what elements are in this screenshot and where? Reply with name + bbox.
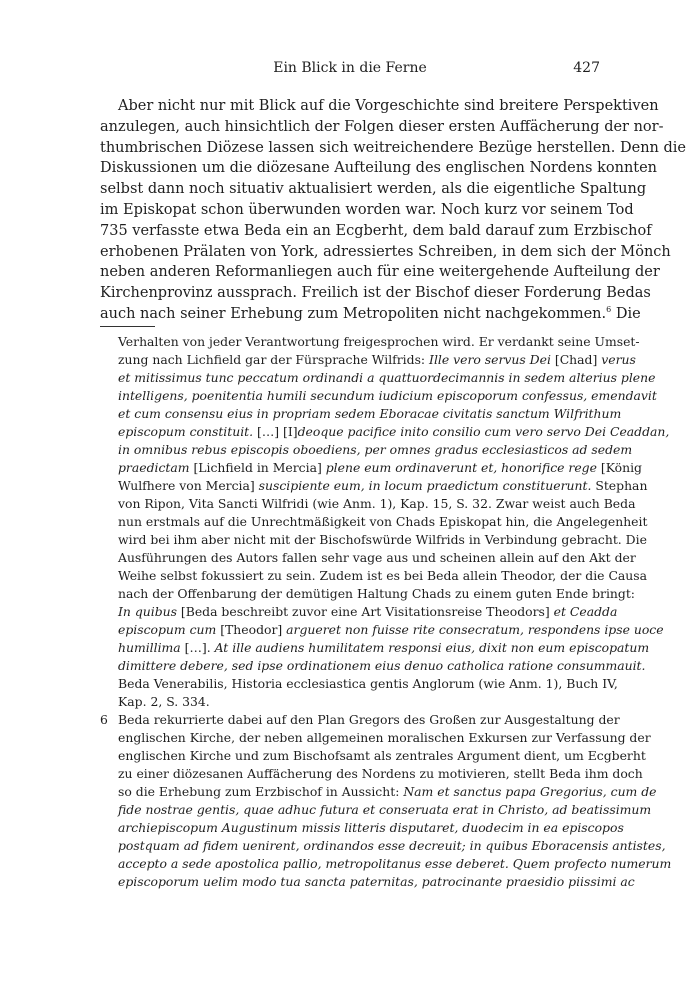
footnote-line: fide nostrae gentis, quae adhuc futura et conseruata erat in Christo, ad beatissimum bbox=[118, 802, 652, 817]
footnote-line: nach der Offenbarung der demütigen Haltung Chads zu einem guten Ende bringt: bbox=[118, 586, 635, 601]
text-line: thumbrischen Diözese lassen sich weitreichendere Bezüge herstellen. Denn die bbox=[100, 139, 686, 156]
footnote-line: humillima […]. At ille audiens humilitatem responsi eius, dixit non eum episcopatum bbox=[118, 640, 650, 655]
text-line: anzulegen, auch hinsichtlich der Folgen dieser ersten Auffächerung der nor- bbox=[100, 118, 664, 135]
footnote-line: Weihe selbst fokussiert zu sein. Zudem ist es bei Beda allein Theodor, der die Causa bbox=[118, 568, 648, 583]
running-header bbox=[100, 60, 600, 80]
footnote-line: 6 Beda rekurrierte dabei auf den Plan Gregors des Großen zur Ausgestaltung der bbox=[100, 712, 620, 727]
footnote-line: Wulfhere von Mercia] suscipiente eum, in locum praedictum constituerunt. Stephan bbox=[118, 478, 648, 493]
footnote-line: archiepiscopum Augustinum missis litteris disputaret, duodecim in ea episcopos bbox=[118, 820, 624, 835]
footnote-line: Ausführungen des Autors fallen sehr vage aus und scheinen allein auf den Akt der bbox=[118, 550, 636, 565]
text-line: auch nach seiner Erhebung zum Metropoliten nicht nachgekommen.$^6$ Die bbox=[100, 305, 641, 322]
text-line: 735 verfasste etwa Beda ein an Ecgberht, dem bald darauf zum Erzbischof bbox=[100, 222, 652, 239]
text-line: Kirchenprovinz aussprach. Freilich ist der Bischof dieser Forderung Bedas bbox=[100, 285, 651, 302]
footnote-line: intelligens, poenitentia humili secundum iudicium episcoporum confessus, emendavit bbox=[118, 388, 657, 403]
text-line: selbst dann noch situativ aktualisiert werden, als die eigentliche Spaltung bbox=[100, 181, 647, 198]
footnote-line: accepto a sede apostolica pallio, metropolitanus esse deberet. Quem profecto numerum bbox=[118, 856, 672, 871]
footnote-line: et mitissimus tunc peccatum ordinandi a quattuordecimannis in sedem alterius plene bbox=[118, 370, 656, 385]
running-title: Ein Blick in die Ferne bbox=[273, 60, 427, 76]
footnote-line: postquam ad fidem uenirent, ordinandos esse decreuit; in quibus Eboracensis antistes, bbox=[118, 838, 666, 853]
text-line: erhobenen Prälaten von York, adressiertes Schreiben, in dem sich der Mönch bbox=[100, 243, 671, 260]
footnote-line: In quibus [Beda beschreibt zuvor eine Art Visitationsreise Theodors] et Ceadda bbox=[118, 604, 618, 619]
footnote-line: von Ripon, Vita Sancti Wilfridi (wie Anm. 1), Kap. 15, S. 32. Zwar weist auch Beda bbox=[118, 496, 636, 511]
footnote-line: zung nach Lichfield gar der Fürsprache Wilfrids: Ille vero servus Dei [Chad] verus bbox=[118, 352, 636, 367]
footnote-line: wird bei ihm aber nicht mit der Bischofswürde Wilfrids in Verbindung gebracht. Die bbox=[118, 532, 647, 547]
footnote-line: englischen Kirche und zum Bischofsamt als zentrales Argument dient, um Ecgberht bbox=[118, 748, 646, 763]
footnote-line: nun erstmals auf die Unrechtmäßigkeit von Chads Episkopat hin, die Angelegenheit bbox=[118, 514, 648, 529]
footnote-line: Beda Venerabilis, Historia ecclesiastica gentis Anglorum (wie Anm. 1), Buch IV, bbox=[118, 676, 618, 691]
footnote-ref-6[interactable]: 6 bbox=[606, 305, 612, 315]
footnote-line: praedictam [Lichfield in Mercia] plene eum ordinaverunt et, honorifice rege [König bbox=[118, 460, 642, 475]
text-line: Diskussionen um die diözesane Aufteilung des englischen Nordens konnten bbox=[100, 160, 658, 177]
footnote-line: so die Erhebung zum Erzbischof in Aussicht: Nam et sanctus papa Gregorius, cum de bbox=[118, 784, 657, 799]
footnotes bbox=[100, 333, 672, 891]
footnote-line: episcopum constituit. […] [I]deoque pacifice inito consilio cum vero servo Dei Ceaddan, bbox=[118, 424, 670, 439]
footnote-line: episcopum cum [Theodor] argueret non fuisse rite consecratum, respondens ipse uoce bbox=[118, 622, 664, 637]
text-line: im Episkopat schon überwunden worden war. Noch kurz vor seinem Tod bbox=[100, 201, 634, 218]
footnote-divider bbox=[100, 326, 155, 327]
footnote-line: Kap. 2, S. 334. bbox=[118, 694, 210, 709]
text-line: neben anderen Reformanliegen auch für eine weitergehende Aufteilung der bbox=[100, 264, 660, 281]
footnote-line: episcoporum uelim modo tua sancta paternitas, patrocinante praesidio piissimi ac bbox=[118, 874, 635, 889]
footnote-line: dimittere debere, sed ipse ordinationem eius denuo catholica ratione consummauit. bbox=[118, 658, 646, 673]
footnote-line: Verhalten von jeder Verantwortung freigesprochen wird. Er verdankt seine Umset- bbox=[118, 334, 640, 349]
page-number: 427 bbox=[573, 60, 600, 76]
body-paragraph bbox=[100, 96, 686, 325]
footnote-line: englischen Kirche, der neben allgemeinen moralischen Exkursen zur Verfassung der bbox=[118, 730, 651, 745]
footnote-number-6: 6 bbox=[100, 712, 108, 727]
footnote-line: et cum consensu eius in propriam sedem Eboracae civitatis sanctum Wilfrithum bbox=[118, 406, 622, 421]
footnote-line: in omnibus rebus episcopis oboediens, per omnes gradus ecclesiasticos ad sedem bbox=[118, 442, 633, 457]
footnote-line: zu einer diözesanen Auffächerung des Nordens zu motivieren, stellt Beda ihm doch bbox=[118, 766, 643, 781]
text-line: Aber nicht nur mit Blick auf die Vorgeschichte sind breitere Perspektiven bbox=[118, 98, 659, 114]
